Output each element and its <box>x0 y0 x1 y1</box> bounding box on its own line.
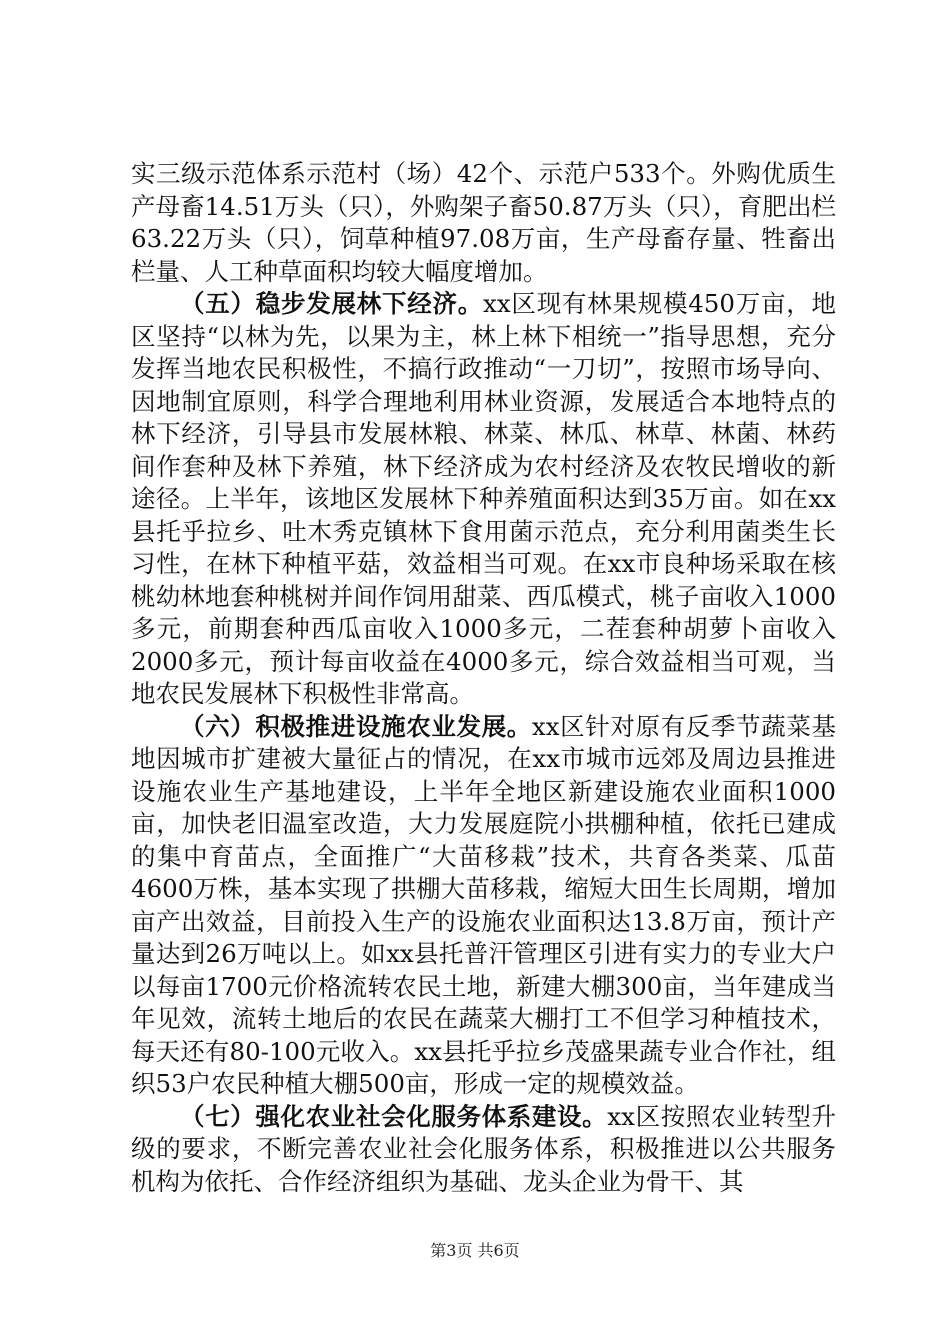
paragraph-continuation <box>131 158 836 288</box>
section-heading: （五）稳步发展林下经济。 <box>180 289 484 318</box>
paragraph-facility-agriculture <box>131 711 836 1101</box>
document-body <box>131 158 836 1198</box>
paragraph-text: xx区按照农业转型升级的要求，不断完善农业社会化服务体系，积极推进以公共服务机构为依托、合作经济组织为基础、龙头企业为骨干、其 <box>131 1101 837 1196</box>
paragraph-text: 实三级示范体系示范村（场）42个、示范户533个。外购优质生产母畜14.51万头（只），外购架子畜50.87万头（只），育肥出栏63.22万头（只），饲草种植97.08万亩，生产母畜存量、牲畜出栏量、人工种草面积均较大幅度增加。 <box>131 159 836 286</box>
paragraph-text: xx区现有林果规模450万亩，地区坚持“以林为先，以果为主，林上林下相统一”指导思想，充分发挥当地农民积极性，不搞行政推动“一刀切”，按照市场导向、因地制宜原则，科学合理地利用林业资源，发展适合本地特点的林下经济，引导县市发展林粮、林菜、林瓜、林草、林菌、林药间作套种及林下养殖，林下经济成为农村经济及农牧民增收的新途径。上半年，该地区发展林下种养殖面积达到35万亩。如在xx县托乎拉乡、吐木秀克镇林下食用菌示范点，充分利用菌类生长习性，在林下种植平菇，效益相当可观。在xx市良种场采取在核桃幼林地套种桃树并间作饲用甜菜、西瓜模式，桃子亩收入1000多元，前期套种西瓜亩收入1000多元，二茬套种胡萝卜亩收入2000多元，预计每亩收益在4000多元，综合效益相当可观，当地农民发展林下积极性非常高。 <box>131 289 836 708</box>
paragraph-forest-economy <box>131 288 836 711</box>
page-number-label: 第3页 共6页 <box>430 1241 520 1260</box>
page-footer <box>0 1241 950 1261</box>
paragraph-text: xx区针对原有反季节蔬菜基地因城市扩建被大量征占的情况，在xx市城市远郊及周边县推进设施农业生产基地建设，上半年全地区新建设施农业面积1000亩，加快老旧温室改造，大力发展庭院小拱棚种植，依托已建成的集中育苗点，全面推广“大苗移栽”技术，共育各类菜、瓜苗4600万株，基本实现了拱棚大苗移栽，缩短大田生长周期，增加亩产出效益，目前投入生产的设施农业面积达13.8万亩，预计产量达到26万吨以上。如xx县托普汗管理区引进有实力的专业大户以每亩1700元价格流转农民土地，新建大棚300亩，当年建成当年见效，流转土地后的农民在蔬菜大棚打工不但学习种植技术，每天还有80-100元收入。xx县托乎拉乡茂盛果蔬专业合作社，组织53户农民种植大棚500亩，形成一定的规模效益。 <box>131 711 837 1098</box>
paragraph-service-system <box>131 1101 836 1199</box>
section-heading: （七）强化农业社会化服务体系建设。 <box>180 1101 608 1131</box>
section-heading: （六）积极推进设施农业发展。 <box>180 711 532 741</box>
